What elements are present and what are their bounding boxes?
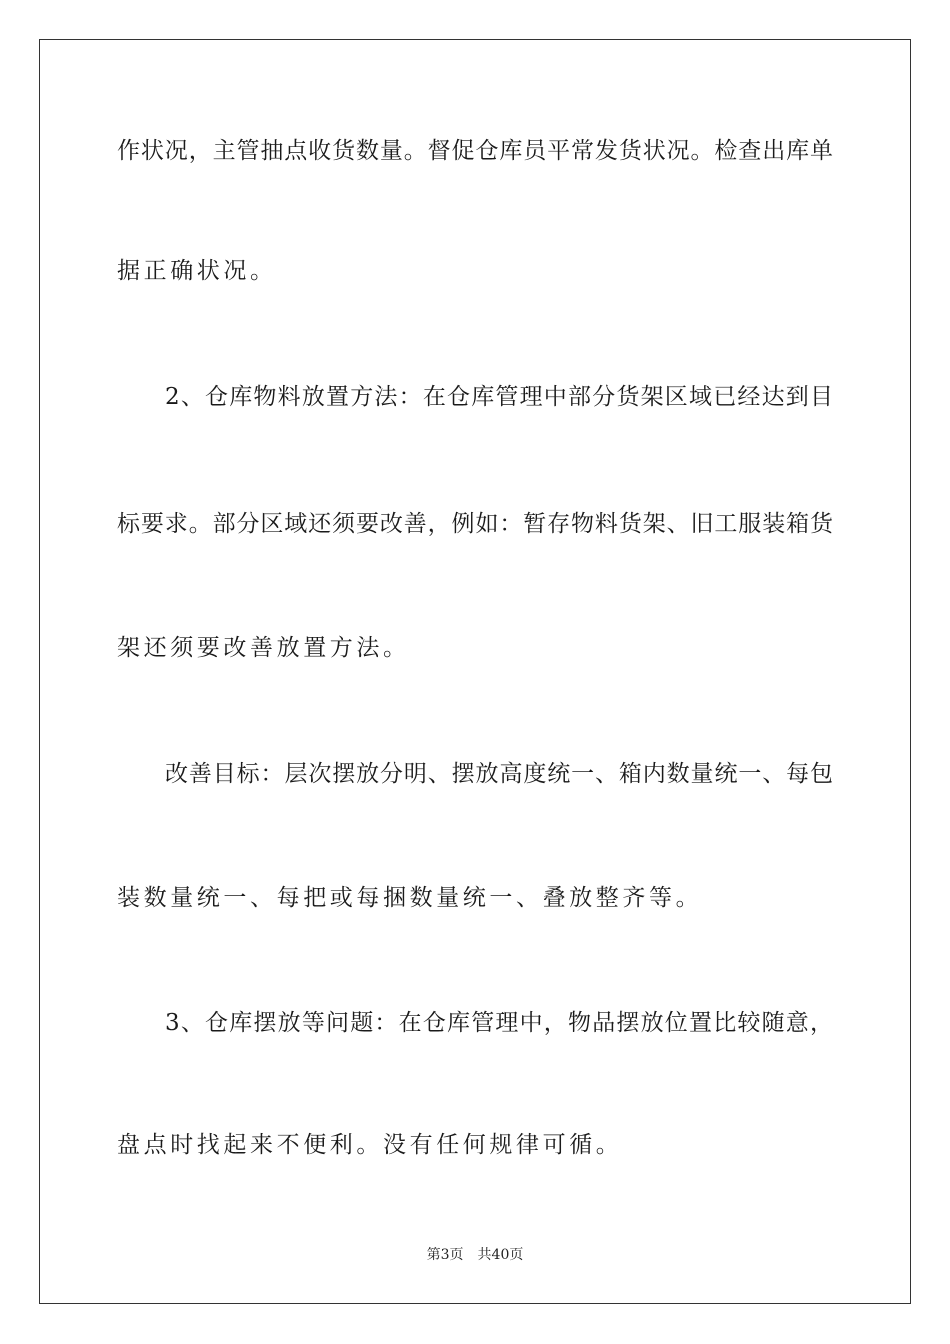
body-text-line-3: 2、仓库物料放置方法：在仓库管理中部分货架区域已经达到目 — [165, 384, 833, 410]
body-text-line-2: 据正确状况。 — [117, 258, 277, 284]
body-text-line-5: 架还须要改善放置方法。 — [117, 635, 410, 661]
body-text-line-1: 作状况，主管抽点收货数量。督促仓库员平常发货状况。检查出库单 — [117, 138, 833, 164]
body-text-line-7: 装数量统一、每把或每捆数量统一、叠放整齐等。 — [117, 885, 703, 911]
body-text-line-8: 3、仓库摆放等问题：在仓库管理中，物品摆放位置比较随意， — [165, 1010, 833, 1036]
body-text-line-6: 改善目标：层次摆放分明、摆放高度统一、箱内数量统一、每包 — [165, 761, 833, 787]
page-total: 共40页 — [477, 1247, 524, 1263]
page-border — [39, 39, 911, 1304]
page-number: 第3页 — [426, 1247, 464, 1263]
body-text-line-4: 标要求。部分区域还须要改善，例如：暂存物料货架、旧工服装箱货 — [117, 511, 833, 537]
body-text-line-9: 盘点时找起来不便利。没有任何规律可循。 — [117, 1132, 623, 1158]
page-footer — [0, 1246, 950, 1264]
